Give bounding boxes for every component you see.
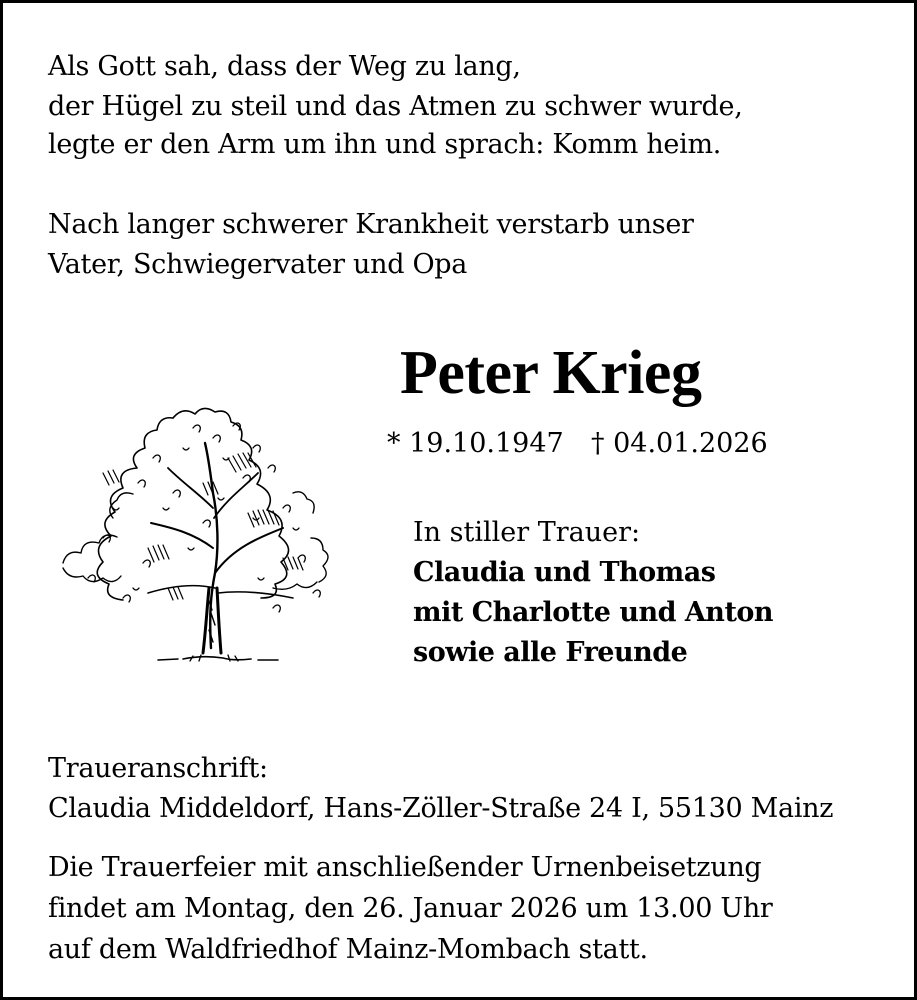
tree-icon — [43, 398, 353, 678]
birth-date: * 19.10.1947 — [387, 428, 564, 459]
intro-line-2: Vater, Schwiegervater und Opa — [48, 249, 468, 280]
poem-line-3: legte er den Arm um ihn und sprach: Komm heim. — [48, 129, 722, 160]
intro-line-1: Nach langer schwerer Krankheit verstarb unser — [48, 209, 694, 240]
address-value: Claudia Middeldorf, Hans-Zöller-Straße 24 I, 55130 Mainz — [48, 793, 834, 824]
poem-line-1: Als Gott sah, dass der Weg zu lang, — [48, 51, 521, 82]
mourners-block — [413, 513, 773, 673]
mourners-name-1: Claudia und Thomas — [413, 557, 716, 588]
mourners-heading: In stiller Trauer: — [413, 517, 641, 548]
ceremony-line-1: Die Trauerfeier mit anschließender Urnenbeisetzung — [48, 852, 762, 883]
death-date: † 04.01.2026 — [591, 428, 768, 459]
mourners-name-3: sowie alle Freunde — [413, 637, 688, 668]
address-label: Traueranschrift: — [48, 753, 268, 784]
ceremony-line-3: auf dem Waldfriedhof Mainz-Mombach statt. — [48, 934, 648, 965]
deceased-name: Peter Krieg — [400, 339, 702, 407]
mourners-name-2: mit Charlotte und Anton — [413, 597, 774, 628]
ceremony-line-2: findet am Montag, den 26. Januar 2026 um 13.00 Uhr — [48, 893, 773, 924]
poem-line-2: der Hügel zu steil und das Atmen zu schwer wurde, — [48, 91, 743, 122]
